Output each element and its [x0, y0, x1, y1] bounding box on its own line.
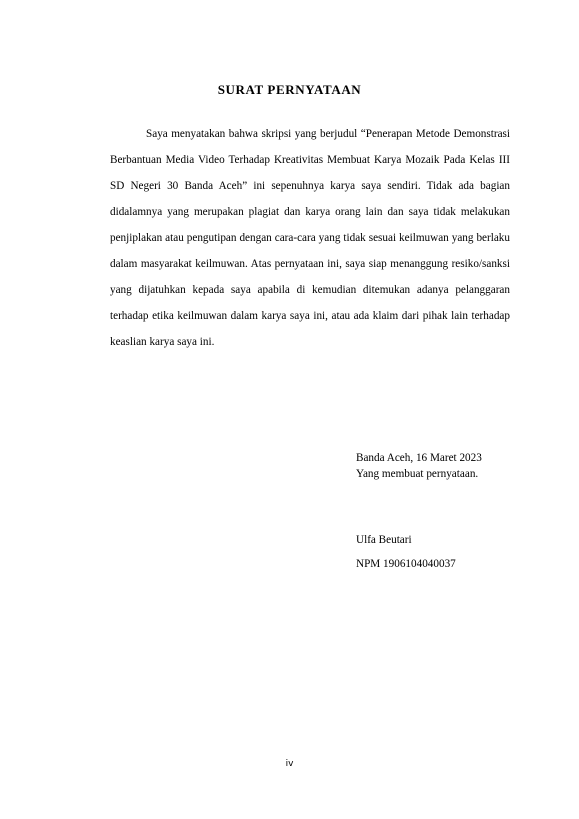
statement-paragraph: Saya menyatakan bahwa skripsi yang berjudul “Penerapan Metode Demonstrasi Berbantuan Media Video Terhadap Kreativitas Membuat Karya Mozaik Pada Kelas III SD Negeri 30 Banda Aceh” ini sepenuhnya karya saya sendiri. Tidak ada bagian didalamnya yang merupakan plagiat dan karya orang lain dan saya tidak melakukan penjiplakan atau pengutipan dengan cara-cara yang tidak sesuai keilmuwan yang berlaku dalam masyarakat keilmuwan. Atas pernyataan ini, saya siap menanggung resiko/sanksi yang dijatuhkan kepada saya apabila di kemudian ditemukan adanya pelanggaran terhadap etika keilmuwan dalam karya saya ini, atau ada klaim dari pihak lain terhadap keaslian karya saya ini.	[110, 128, 510, 348]
document-title: SURAT PERNYATAAN	[217, 82, 362, 97]
page-number: iv	[285, 759, 294, 769]
signature-block	[356, 450, 556, 482]
signature-place-date: Banda Aceh, 16 Maret 2023	[356, 452, 482, 464]
signature-role: Yang membuat pernyataan.	[356, 468, 479, 480]
signatory-name: Ulfa Beutari	[356, 534, 412, 546]
signatory-npm: NPM 1906104040037	[356, 558, 456, 570]
